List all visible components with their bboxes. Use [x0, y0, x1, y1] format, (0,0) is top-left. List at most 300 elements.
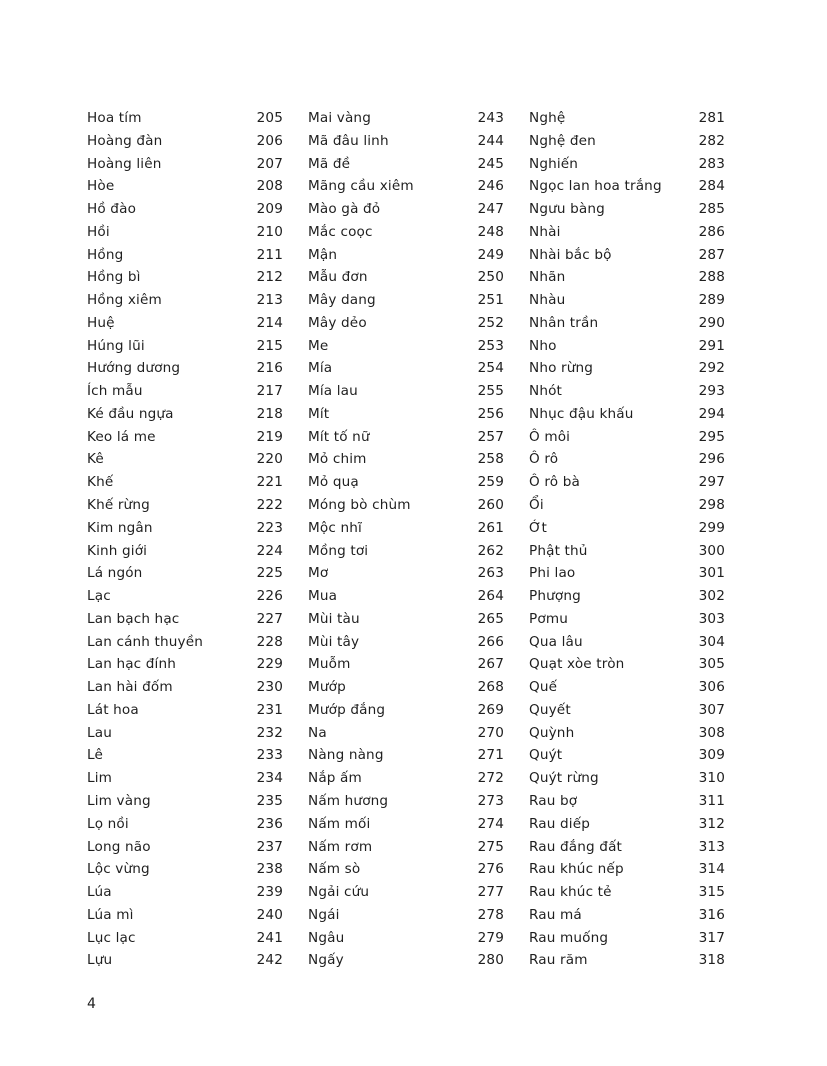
index-entry [529, 676, 725, 699]
entry-name: Lim [87, 770, 113, 787]
entry-page: 225 [256, 565, 283, 582]
entry-name: Me [308, 337, 329, 354]
index-entry [87, 312, 283, 335]
entry-page: 242 [256, 952, 283, 969]
index-entry [87, 653, 283, 676]
entry-name: Mít tố nữ [308, 428, 370, 445]
entry-name: Húng lũi [87, 337, 145, 354]
entry-page: 303 [698, 610, 725, 627]
index-column-1 [87, 107, 283, 972]
index-entry [529, 289, 725, 312]
index-entry [87, 130, 283, 153]
entry-name: Muỗm [308, 656, 351, 673]
entry-name: Mây dẻo [308, 314, 367, 331]
index-entry [308, 836, 504, 859]
index-entry [529, 631, 725, 654]
entry-page: 280 [477, 952, 504, 969]
entry-name: Quyết [529, 701, 571, 718]
entry-page: 282 [698, 132, 725, 149]
entry-name: Ích mẫu [87, 383, 143, 400]
entry-name: Kinh giới [87, 542, 148, 559]
entry-page: 293 [698, 383, 725, 400]
entry-page: 237 [256, 838, 283, 855]
entry-page: 214 [256, 314, 283, 331]
entry-page: 244 [477, 132, 504, 149]
index-entry [308, 244, 504, 267]
entry-page: 229 [256, 656, 283, 673]
entry-name: Ớt [529, 519, 548, 536]
index-entry [529, 949, 725, 972]
entry-name: Lau [87, 724, 112, 741]
index-entry [308, 904, 504, 927]
entry-name: Rau bợ [529, 792, 578, 809]
entry-name: Lá ngón [87, 565, 143, 582]
entry-page: 254 [477, 360, 504, 377]
index-entry [308, 858, 504, 881]
index-entry [308, 380, 504, 403]
entry-name: Mào gà đỏ [308, 201, 381, 218]
entry-page: 294 [698, 405, 725, 422]
index-entry [529, 562, 725, 585]
index-entry [308, 585, 504, 608]
entry-name: Mùi tây [308, 633, 360, 650]
index-entry [87, 221, 283, 244]
index-entry [529, 744, 725, 767]
entry-page: 273 [477, 792, 504, 809]
entry-page: 318 [698, 952, 725, 969]
index-entry [87, 335, 283, 358]
index-entry [308, 266, 504, 289]
entry-name: Mộc nhĩ [308, 519, 362, 536]
index-entry [529, 858, 725, 881]
entry-page: 306 [698, 679, 725, 696]
entry-page: 305 [698, 656, 725, 673]
entry-page: 266 [477, 633, 504, 650]
entry-name: Quạt xòe tròn [529, 656, 625, 673]
entry-page: 212 [256, 269, 283, 286]
entry-page: 267 [477, 656, 504, 673]
index-entry [87, 858, 283, 881]
entry-page: 245 [477, 155, 504, 172]
index-entry [529, 653, 725, 676]
index-entry [87, 813, 283, 836]
index-entry [87, 949, 283, 972]
entry-name: Na [308, 724, 327, 741]
entry-name: Mía [308, 360, 333, 377]
index-entry [308, 790, 504, 813]
entry-page: 300 [698, 542, 725, 559]
index-entry [87, 744, 283, 767]
entry-name: Rau diếp [529, 815, 591, 832]
index-entry [529, 175, 725, 198]
entry-name: Lục lạc [87, 929, 136, 946]
index-entry [308, 744, 504, 767]
index-entry [529, 790, 725, 813]
entry-name: Mận [308, 246, 338, 263]
index-entry [529, 699, 725, 722]
index-entry [308, 699, 504, 722]
entry-page: 227 [256, 610, 283, 627]
entry-page: 309 [698, 747, 725, 764]
entry-page: 255 [477, 383, 504, 400]
index-entry [308, 312, 504, 335]
index-entry [87, 699, 283, 722]
index-entry [308, 608, 504, 631]
entry-page: 268 [477, 679, 504, 696]
entry-name: Hồng [87, 246, 124, 263]
index-entry [308, 107, 504, 130]
index-entry [529, 107, 725, 130]
index-entry [308, 198, 504, 221]
entry-name: Ô môi [529, 428, 571, 445]
index-entry [87, 471, 283, 494]
entry-page: 298 [698, 497, 725, 514]
index-entry [308, 881, 504, 904]
entry-name: Nấm mối [308, 815, 371, 832]
index-entry [529, 335, 725, 358]
entry-page: 262 [477, 542, 504, 559]
entry-name: Hồ đào [87, 201, 137, 218]
index-entry [529, 927, 725, 950]
entry-page: 234 [256, 770, 283, 787]
index-entry [308, 562, 504, 585]
index-entry [529, 448, 725, 471]
entry-name: Nhãn [529, 269, 566, 286]
index-entry [308, 221, 504, 244]
page-number: 4 [87, 996, 96, 1012]
entry-page: 208 [256, 178, 283, 195]
index-entry [87, 904, 283, 927]
entry-name: Huệ [87, 314, 115, 331]
entry-page: 287 [698, 246, 725, 263]
index-entry [87, 608, 283, 631]
index-entry [308, 676, 504, 699]
entry-page: 286 [698, 223, 725, 240]
entry-name: Nhót [529, 383, 563, 400]
index-entry [308, 494, 504, 517]
index-entry [529, 540, 725, 563]
index-entry [308, 471, 504, 494]
entry-name: Nghiến [529, 155, 579, 172]
entry-name: Rau muống [529, 929, 609, 946]
entry-page: 308 [698, 724, 725, 741]
entry-page: 316 [698, 906, 725, 923]
index-entry [308, 335, 504, 358]
index-entry [308, 448, 504, 471]
entry-name: Ké đầu ngựa [87, 405, 174, 422]
index-entry [87, 426, 283, 449]
index-entry [87, 107, 283, 130]
entry-name: Quýt rừng [529, 770, 599, 787]
entry-page: 296 [698, 451, 725, 468]
index-entry [87, 790, 283, 813]
entry-page: 218 [256, 405, 283, 422]
entry-page: 232 [256, 724, 283, 741]
index-entry [529, 494, 725, 517]
entry-page: 284 [698, 178, 725, 195]
entry-page: 241 [256, 929, 283, 946]
index-entry [308, 357, 504, 380]
entry-page: 223 [256, 519, 283, 536]
entry-name: Mít [308, 405, 330, 422]
index-entry [87, 881, 283, 904]
index-entry [87, 722, 283, 745]
index-entry [87, 494, 283, 517]
entry-name: Hồi [87, 223, 110, 240]
entry-page: 230 [256, 679, 283, 696]
index-entry [308, 403, 504, 426]
index-entry [87, 927, 283, 950]
index-entry [529, 426, 725, 449]
index-entry [87, 403, 283, 426]
index-entry [529, 403, 725, 426]
entry-page: 310 [698, 770, 725, 787]
entry-name: Mơ [308, 565, 329, 582]
entry-page: 231 [256, 701, 283, 718]
entry-page: 209 [256, 201, 283, 218]
entry-page: 263 [477, 565, 504, 582]
index-entry [308, 722, 504, 745]
entry-name: Hoàng đàn [87, 132, 163, 149]
entry-page: 271 [477, 747, 504, 764]
entry-page: 243 [477, 110, 504, 126]
entry-page: 250 [477, 269, 504, 286]
entry-name: Lạc [87, 588, 111, 605]
entry-name: Lúa [87, 884, 112, 901]
entry-name: Nấm rơm [308, 838, 373, 855]
entry-page: 302 [698, 588, 725, 605]
index-entry [308, 927, 504, 950]
index-entry [529, 585, 725, 608]
entry-page: 272 [477, 770, 504, 787]
index-entry [87, 380, 283, 403]
entry-page: 219 [256, 428, 283, 445]
index-entry [308, 540, 504, 563]
entry-page: 217 [256, 383, 283, 400]
entry-page: 228 [256, 633, 283, 650]
entry-page: 207 [256, 155, 283, 172]
entry-name: Kim ngân [87, 519, 153, 536]
index-entry [529, 380, 725, 403]
entry-page: 257 [477, 428, 504, 445]
entry-page: 304 [698, 633, 725, 650]
entry-name: Mã đề [308, 155, 351, 172]
entry-page: 265 [477, 610, 504, 627]
entry-name: Mẫu đơn [308, 269, 368, 286]
entry-name: Ngái [308, 906, 340, 923]
index-entry [529, 266, 725, 289]
entry-name: Nấm sò [308, 861, 361, 878]
entry-page: 239 [256, 884, 283, 901]
entry-name: Quế [529, 679, 558, 696]
entry-page: 258 [477, 451, 504, 468]
index-entry [529, 722, 725, 745]
entry-name: Mãng cầu xiêm [308, 178, 414, 195]
entry-page: 295 [698, 428, 725, 445]
entry-page: 210 [256, 223, 283, 240]
entry-name: Mướp đắng [308, 701, 386, 718]
entry-name: Pơmu [529, 610, 568, 627]
entry-name: Nghệ đen [529, 132, 596, 149]
entry-name: Lê [87, 747, 103, 764]
entry-name: Phật thủ [529, 542, 588, 559]
index-entry [87, 266, 283, 289]
index-entry [529, 221, 725, 244]
entry-page: 313 [698, 838, 725, 855]
index-entry [529, 244, 725, 267]
entry-page: 216 [256, 360, 283, 377]
entry-name: Quýt [529, 747, 563, 764]
index-entry [87, 198, 283, 221]
index-entry [308, 767, 504, 790]
entry-page: 206 [256, 132, 283, 149]
entry-page: 211 [256, 246, 283, 263]
entry-name: Mướp [308, 679, 346, 696]
entry-name: Ngâu [308, 929, 345, 946]
entry-name: Ô rô [529, 451, 559, 468]
entry-page: 279 [477, 929, 504, 946]
entry-name: Nấm hương [308, 792, 389, 809]
entry-name: Ngưu bàng [529, 201, 605, 218]
entry-page: 276 [477, 861, 504, 878]
entry-name: Lộc vừng [87, 861, 150, 878]
entry-page: 277 [477, 884, 504, 901]
entry-name: Hướng dương [87, 360, 181, 377]
index-entry [308, 517, 504, 540]
entry-page: 226 [256, 588, 283, 605]
index-entry [308, 130, 504, 153]
entry-name: Lan hạc đính [87, 656, 177, 673]
entry-page: 213 [256, 292, 283, 309]
entry-name: Khế [87, 474, 114, 491]
entry-name: Hoa tím [87, 110, 142, 126]
entry-page: 274 [477, 815, 504, 832]
entry-page: 291 [698, 337, 725, 354]
entry-page: 289 [698, 292, 725, 309]
index-entry [529, 357, 725, 380]
entry-name: Lan cánh thuyền [87, 633, 204, 650]
index-entry [308, 813, 504, 836]
entry-name: Rau răm [529, 952, 588, 969]
entry-name: Mỏ quạ [308, 474, 359, 491]
entry-page: 259 [477, 474, 504, 491]
entry-page: 248 [477, 223, 504, 240]
entry-name: Lọ nồi [87, 815, 129, 832]
entry-name: Rau khúc nếp [529, 861, 624, 878]
entry-name: Nho rừng [529, 360, 594, 377]
entry-name: Nghệ [529, 110, 566, 126]
entry-page: 299 [698, 519, 725, 536]
entry-name: Mắc coọc [308, 223, 373, 240]
entry-name: Rau má [529, 906, 582, 923]
index-entry [87, 767, 283, 790]
index-entry [308, 289, 504, 312]
entry-name: Hồng bì [87, 269, 141, 286]
index-entry [308, 653, 504, 676]
index-entry [87, 357, 283, 380]
entry-page: 247 [477, 201, 504, 218]
entry-name: Quỳnh [529, 724, 575, 741]
index-entry [308, 175, 504, 198]
index-entry [87, 153, 283, 176]
index-entry [529, 767, 725, 790]
entry-name: Mía lau [308, 383, 358, 400]
entry-page: 256 [477, 405, 504, 422]
entry-name: Hòe [87, 178, 115, 195]
entry-name: Nhài bắc bộ [529, 246, 612, 263]
entry-name: Mã đâu linh [308, 132, 389, 149]
entry-name: Lim vàng [87, 792, 151, 809]
index-entry [87, 448, 283, 471]
entry-name: Mỏ chim [308, 451, 367, 468]
entry-page: 311 [698, 792, 725, 809]
entry-page: 205 [256, 110, 283, 126]
index-entry [87, 836, 283, 859]
entry-name: Nhàu [529, 292, 566, 309]
index-entry [308, 949, 504, 972]
entry-page: 261 [477, 519, 504, 536]
index-column-2 [308, 107, 504, 972]
entry-page: 224 [256, 542, 283, 559]
entry-page: 220 [256, 451, 283, 468]
entry-name: Lát hoa [87, 701, 139, 718]
entry-page: 312 [698, 815, 725, 832]
entry-name: Phượng [529, 588, 581, 605]
entry-name: Mây dang [308, 292, 376, 309]
entry-name: Nhân trần [529, 314, 599, 331]
entry-page: 240 [256, 906, 283, 923]
entry-name: Hồng xiêm [87, 292, 162, 309]
index-entry [87, 585, 283, 608]
index-entry [87, 289, 283, 312]
entry-name: Nhục đậu khấu [529, 405, 634, 422]
index-entry [87, 517, 283, 540]
entry-name: Mua [308, 588, 338, 605]
index-entry [529, 608, 725, 631]
entry-page: 290 [698, 314, 725, 331]
entry-name: Nhài [529, 223, 561, 240]
entry-page: 235 [256, 792, 283, 809]
entry-name: Mai vàng [308, 110, 371, 126]
index-entry [308, 426, 504, 449]
entry-name: Ngải cứu [308, 884, 370, 901]
entry-name: Lúa mì [87, 906, 134, 923]
entry-page: 314 [698, 861, 725, 878]
index-entry [529, 836, 725, 859]
entry-name: Nắp ấm [308, 770, 362, 787]
entry-page: 278 [477, 906, 504, 923]
entry-page: 283 [698, 155, 725, 172]
entry-page: 288 [698, 269, 725, 286]
index-entry [87, 244, 283, 267]
entry-name: Kê [87, 451, 104, 468]
entry-name: Phi lao [529, 565, 576, 582]
entry-page: 270 [477, 724, 504, 741]
entry-page: 252 [477, 314, 504, 331]
entry-name: Mồng tơi [308, 542, 369, 559]
index-entry [529, 517, 725, 540]
entry-page: 307 [698, 701, 725, 718]
index-entry [529, 471, 725, 494]
entry-name: Khế rừng [87, 497, 150, 514]
entry-page: 292 [698, 360, 725, 377]
entry-page: 317 [698, 929, 725, 946]
entry-name: Long não [87, 838, 151, 855]
entry-page: 215 [256, 337, 283, 354]
entry-name: Rau khúc tẻ [529, 884, 612, 901]
entry-name: Qua lâu [529, 633, 583, 650]
entry-page: 249 [477, 246, 504, 263]
